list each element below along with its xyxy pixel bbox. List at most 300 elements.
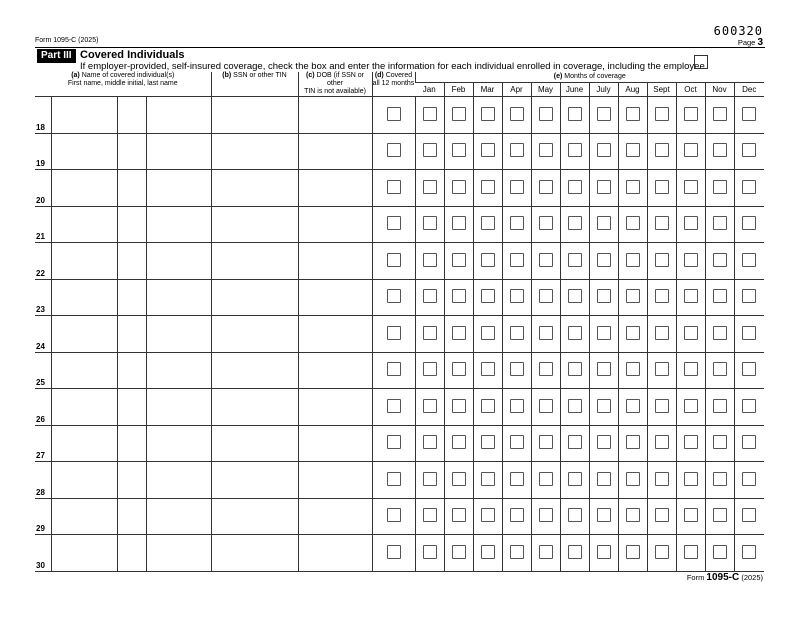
month-checkbox-dec[interactable]	[742, 107, 756, 121]
month-checkbox-nov[interactable]	[713, 399, 727, 413]
month-cell-mar	[473, 170, 502, 207]
last-name-field[interactable]	[146, 316, 211, 353]
month-checkbox-feb[interactable]	[452, 326, 466, 340]
dob-field[interactable]	[298, 170, 372, 207]
dob-field[interactable]	[298, 279, 372, 316]
dob-field[interactable]	[298, 535, 372, 572]
month-checkbox-sept[interactable]	[655, 289, 669, 303]
middle-initial-field[interactable]	[117, 170, 146, 207]
month-checkbox-mar[interactable]	[481, 326, 495, 340]
month-checkbox-feb[interactable]	[452, 216, 466, 230]
month-checkbox-jan[interactable]	[423, 508, 437, 522]
all-12-months-checkbox[interactable]	[387, 180, 401, 194]
month-checkbox-nov[interactable]	[713, 107, 727, 121]
month-checkbox-feb[interactable]	[452, 545, 466, 559]
month-cell-july	[589, 389, 618, 426]
month-header-jan: Jan	[415, 82, 444, 96]
month-checkbox-feb[interactable]	[452, 143, 466, 157]
column-e-title: Months of coverage	[562, 73, 626, 81]
middle-initial-field[interactable]	[117, 462, 146, 499]
dob-field[interactable]	[298, 133, 372, 170]
month-cell-feb	[444, 133, 473, 170]
month-checkbox-aug[interactable]	[626, 289, 640, 303]
month-cell-oct	[676, 243, 705, 280]
month-checkbox-sept[interactable]	[655, 216, 669, 230]
table-row	[35, 133, 764, 170]
month-cell-aug	[618, 133, 647, 170]
month-checkbox-dec[interactable]	[742, 180, 756, 194]
month-checkbox-apr[interactable]	[510, 107, 524, 121]
month-checkbox-nov[interactable]	[713, 143, 727, 157]
month-checkbox-nov[interactable]	[713, 180, 727, 194]
middle-initial-field[interactable]	[117, 279, 146, 316]
month-checkbox-nov[interactable]	[713, 435, 727, 449]
month-checkbox-may[interactable]	[539, 472, 553, 486]
last-name-field[interactable]	[146, 425, 211, 462]
month-checkbox-oct[interactable]	[684, 362, 698, 376]
form-identifier: Form 1095-C (2025)	[35, 37, 99, 44]
month-checkbox-sept[interactable]	[655, 362, 669, 376]
month-checkbox-dec[interactable]	[742, 143, 756, 157]
ssn-tin-field[interactable]	[211, 316, 298, 353]
month-cell-feb	[444, 352, 473, 389]
month-checkbox-nov[interactable]	[713, 472, 727, 486]
month-cell-oct	[676, 133, 705, 170]
month-checkbox-jan[interactable]	[423, 143, 437, 157]
month-checkbox-aug[interactable]	[626, 107, 640, 121]
footer-form-number: 1095-C	[706, 572, 740, 583]
first-name-field[interactable]	[51, 498, 117, 535]
self-insured-checkbox[interactable]	[694, 55, 708, 69]
month-checkbox-may[interactable]	[539, 143, 553, 157]
dob-field[interactable]	[298, 498, 372, 535]
month-checkbox-nov[interactable]	[713, 289, 727, 303]
month-cell-mar	[473, 206, 502, 243]
month-cell-oct	[676, 206, 705, 243]
month-checkbox-oct[interactable]	[684, 180, 698, 194]
dob-field[interactable]	[298, 97, 372, 134]
month-checkbox-jan[interactable]	[423, 180, 437, 194]
month-checkbox-may[interactable]	[539, 180, 553, 194]
row-number: 22	[35, 243, 51, 280]
month-checkbox-june[interactable]	[568, 253, 582, 267]
month-cell-feb	[444, 535, 473, 572]
month-checkbox-june[interactable]	[568, 107, 582, 121]
month-checkbox-oct[interactable]	[684, 508, 698, 522]
month-checkbox-may[interactable]	[539, 508, 553, 522]
month-checkbox-may[interactable]	[539, 326, 553, 340]
month-checkbox-july[interactable]	[597, 508, 611, 522]
all-12-months-checkbox[interactable]	[387, 399, 401, 413]
last-name-field[interactable]	[146, 535, 211, 572]
column-a-header	[35, 72, 211, 97]
all-12-months-checkbox[interactable]	[387, 362, 401, 376]
first-name-field[interactable]	[51, 352, 117, 389]
first-name-field[interactable]	[51, 97, 117, 134]
column-c-header	[298, 72, 372, 97]
month-checkbox-june[interactable]	[568, 216, 582, 230]
month-checkbox-sept[interactable]	[655, 326, 669, 340]
month-checkbox-july[interactable]	[597, 253, 611, 267]
month-header-aug: Aug	[618, 82, 647, 96]
ssn-tin-field[interactable]	[211, 279, 298, 316]
month-checkbox-nov[interactable]	[713, 253, 727, 267]
ssn-tin-field[interactable]	[211, 97, 298, 134]
month-checkbox-july[interactable]	[597, 435, 611, 449]
month-cell-apr	[502, 316, 531, 353]
month-checkbox-sept[interactable]	[655, 253, 669, 267]
month-checkbox-oct[interactable]	[684, 289, 698, 303]
month-cell-jan	[415, 498, 444, 535]
dob-field[interactable]	[298, 389, 372, 426]
month-checkbox-apr[interactable]	[510, 472, 524, 486]
month-checkbox-sept[interactable]	[655, 143, 669, 157]
month-checkbox-sept[interactable]	[655, 435, 669, 449]
middle-initial-field[interactable]	[117, 389, 146, 426]
first-name-field[interactable]	[51, 535, 117, 572]
month-checkbox-aug[interactable]	[626, 435, 640, 449]
month-checkbox-jan[interactable]	[423, 545, 437, 559]
dob-field[interactable]	[298, 352, 372, 389]
month-checkbox-oct[interactable]	[684, 253, 698, 267]
month-checkbox-july[interactable]	[597, 399, 611, 413]
month-checkbox-aug[interactable]	[626, 545, 640, 559]
last-name-field[interactable]	[146, 352, 211, 389]
month-checkbox-mar[interactable]	[481, 545, 495, 559]
all-12-months-checkbox[interactable]	[387, 472, 401, 486]
ssn-tin-field[interactable]	[211, 462, 298, 499]
month-checkbox-june[interactable]	[568, 508, 582, 522]
month-checkbox-dec[interactable]	[742, 216, 756, 230]
month-checkbox-feb[interactable]	[452, 435, 466, 449]
month-cell-mar	[473, 243, 502, 280]
month-checkbox-aug[interactable]	[626, 180, 640, 194]
month-checkbox-may[interactable]	[539, 216, 553, 230]
first-name-field[interactable]	[51, 425, 117, 462]
month-checkbox-feb[interactable]	[452, 472, 466, 486]
first-name-field[interactable]	[51, 133, 117, 170]
first-name-field[interactable]	[51, 243, 117, 280]
month-cell-sept	[647, 170, 676, 207]
month-checkbox-dec[interactable]	[742, 326, 756, 340]
middle-initial-field[interactable]	[117, 425, 146, 462]
dob-field[interactable]	[298, 316, 372, 353]
month-checkbox-jan[interactable]	[423, 362, 437, 376]
month-checkbox-nov[interactable]	[713, 508, 727, 522]
row-number: 27	[35, 425, 51, 462]
month-checkbox-sept[interactable]	[655, 399, 669, 413]
last-name-field[interactable]	[146, 97, 211, 134]
month-checkbox-mar[interactable]	[481, 508, 495, 522]
month-checkbox-apr[interactable]	[510, 326, 524, 340]
month-checkbox-jan[interactable]	[423, 472, 437, 486]
middle-initial-field[interactable]	[117, 352, 146, 389]
month-checkbox-mar[interactable]	[481, 253, 495, 267]
month-cell-dec	[734, 97, 764, 134]
month-checkbox-apr[interactable]	[510, 508, 524, 522]
last-name-field[interactable]	[146, 170, 211, 207]
all-12-months-checkbox[interactable]	[387, 545, 401, 559]
month-checkbox-dec[interactable]	[742, 545, 756, 559]
month-checkbox-july[interactable]	[597, 216, 611, 230]
month-checkbox-dec[interactable]	[742, 289, 756, 303]
month-checkbox-oct[interactable]	[684, 435, 698, 449]
all-12-months-checkbox[interactable]	[387, 216, 401, 230]
first-name-field[interactable]	[51, 206, 117, 243]
month-checkbox-july[interactable]	[597, 289, 611, 303]
row-number: 25	[35, 352, 51, 389]
month-checkbox-oct[interactable]	[684, 216, 698, 230]
month-checkbox-aug[interactable]	[626, 508, 640, 522]
month-cell-may	[531, 462, 560, 499]
month-cell-jan	[415, 279, 444, 316]
month-cell-jan	[415, 170, 444, 207]
month-checkbox-feb[interactable]	[452, 180, 466, 194]
column-d-title: Covered	[383, 72, 413, 79]
month-checkbox-dec[interactable]	[742, 472, 756, 486]
month-checkbox-june[interactable]	[568, 472, 582, 486]
month-checkbox-jan[interactable]	[423, 326, 437, 340]
month-checkbox-may[interactable]	[539, 107, 553, 121]
month-checkbox-oct[interactable]	[684, 472, 698, 486]
month-checkbox-june[interactable]	[568, 180, 582, 194]
month-checkbox-may[interactable]	[539, 289, 553, 303]
ssn-tin-field[interactable]	[211, 133, 298, 170]
month-checkbox-mar[interactable]	[481, 399, 495, 413]
month-checkbox-july[interactable]	[597, 545, 611, 559]
month-cell-jan	[415, 133, 444, 170]
month-checkbox-nov[interactable]	[713, 362, 727, 376]
month-checkbox-july[interactable]	[597, 107, 611, 121]
month-checkbox-june[interactable]	[568, 362, 582, 376]
all-12-months-cell	[372, 498, 415, 535]
month-checkbox-aug[interactable]	[626, 143, 640, 157]
ssn-tin-field[interactable]	[211, 206, 298, 243]
ssn-tin-field[interactable]	[211, 425, 298, 462]
month-checkbox-may[interactable]	[539, 253, 553, 267]
first-name-field[interactable]	[51, 389, 117, 426]
month-checkbox-mar[interactable]	[481, 362, 495, 376]
row-number: 23	[35, 279, 51, 316]
month-checkbox-feb[interactable]	[452, 289, 466, 303]
month-cell-aug	[618, 462, 647, 499]
month-checkbox-june[interactable]	[568, 289, 582, 303]
month-checkbox-dec[interactable]	[742, 508, 756, 522]
month-checkbox-mar[interactable]	[481, 143, 495, 157]
month-cell-aug	[618, 498, 647, 535]
month-checkbox-may[interactable]	[539, 399, 553, 413]
month-checkbox-sept[interactable]	[655, 107, 669, 121]
ssn-tin-field[interactable]	[211, 535, 298, 572]
middle-initial-field[interactable]	[117, 535, 146, 572]
all-12-months-checkbox[interactable]	[387, 326, 401, 340]
month-checkbox-feb[interactable]	[452, 362, 466, 376]
month-checkbox-sept[interactable]	[655, 472, 669, 486]
month-cell-may	[531, 535, 560, 572]
first-name-field[interactable]	[51, 316, 117, 353]
month-cell-may	[531, 206, 560, 243]
ssn-tin-field[interactable]	[211, 243, 298, 280]
month-checkbox-mar[interactable]	[481, 107, 495, 121]
month-cell-apr	[502, 389, 531, 426]
month-checkbox-dec[interactable]	[742, 253, 756, 267]
last-name-field[interactable]	[146, 243, 211, 280]
middle-initial-field[interactable]	[117, 97, 146, 134]
month-checkbox-oct[interactable]	[684, 326, 698, 340]
month-checkbox-apr[interactable]	[510, 289, 524, 303]
last-name-field[interactable]	[146, 133, 211, 170]
month-checkbox-jan[interactable]	[423, 399, 437, 413]
month-checkbox-july[interactable]	[597, 143, 611, 157]
last-name-field[interactable]	[146, 462, 211, 499]
month-checkbox-mar[interactable]	[481, 216, 495, 230]
last-name-field[interactable]	[146, 389, 211, 426]
month-cell-nov	[705, 389, 734, 426]
month-checkbox-jan[interactable]	[423, 107, 437, 121]
all-12-months-cell	[372, 206, 415, 243]
row-number: 30	[35, 535, 51, 572]
all-12-months-cell	[372, 97, 415, 134]
middle-initial-field[interactable]	[117, 498, 146, 535]
last-name-field[interactable]	[146, 206, 211, 243]
first-name-field[interactable]	[51, 462, 117, 499]
ssn-tin-field[interactable]	[211, 498, 298, 535]
month-checkbox-mar[interactable]	[481, 289, 495, 303]
month-checkbox-oct[interactable]	[684, 143, 698, 157]
month-checkbox-dec[interactable]	[742, 399, 756, 413]
month-checkbox-apr[interactable]	[510, 545, 524, 559]
month-checkbox-mar[interactable]	[481, 472, 495, 486]
month-checkbox-july[interactable]	[597, 326, 611, 340]
month-checkbox-june[interactable]	[568, 435, 582, 449]
month-checkbox-aug[interactable]	[626, 216, 640, 230]
month-cell-june	[560, 535, 589, 572]
month-checkbox-nov[interactable]	[713, 216, 727, 230]
month-checkbox-sept[interactable]	[655, 545, 669, 559]
month-checkbox-apr[interactable]	[510, 180, 524, 194]
month-cell-feb	[444, 498, 473, 535]
month-checkbox-jan[interactable]	[423, 253, 437, 267]
month-checkbox-june[interactable]	[568, 326, 582, 340]
month-cell-aug	[618, 170, 647, 207]
month-checkbox-july[interactable]	[597, 180, 611, 194]
last-name-field[interactable]	[146, 279, 211, 316]
dob-field[interactable]	[298, 425, 372, 462]
month-checkbox-feb[interactable]	[452, 107, 466, 121]
all-12-months-checkbox[interactable]	[387, 143, 401, 157]
month-checkbox-sept[interactable]	[655, 508, 669, 522]
month-checkbox-aug[interactable]	[626, 472, 640, 486]
month-cell-july	[589, 133, 618, 170]
month-cell-june	[560, 316, 589, 353]
all-12-months-cell	[372, 425, 415, 462]
month-checkbox-jan[interactable]	[423, 435, 437, 449]
month-checkbox-aug[interactable]	[626, 399, 640, 413]
middle-initial-field[interactable]	[117, 316, 146, 353]
month-checkbox-may[interactable]	[539, 545, 553, 559]
all-12-months-cell	[372, 352, 415, 389]
all-12-months-checkbox[interactable]	[387, 253, 401, 267]
month-header-may: May	[531, 82, 560, 96]
ssn-tin-field[interactable]	[211, 170, 298, 207]
month-checkbox-jan[interactable]	[423, 216, 437, 230]
middle-initial-field[interactable]	[117, 243, 146, 280]
all-12-months-cell	[372, 316, 415, 353]
dob-field[interactable]	[298, 462, 372, 499]
month-checkbox-oct[interactable]	[684, 545, 698, 559]
month-checkbox-june[interactable]	[568, 399, 582, 413]
month-checkbox-july[interactable]	[597, 472, 611, 486]
month-cell-jan	[415, 352, 444, 389]
month-header-june: June	[560, 82, 589, 96]
month-checkbox-feb[interactable]	[452, 399, 466, 413]
month-checkbox-nov[interactable]	[713, 326, 727, 340]
middle-initial-field[interactable]	[117, 133, 146, 170]
month-checkbox-mar[interactable]	[481, 180, 495, 194]
ssn-tin-field[interactable]	[211, 389, 298, 426]
month-checkbox-apr[interactable]	[510, 435, 524, 449]
all-12-months-checkbox[interactable]	[387, 435, 401, 449]
month-checkbox-dec[interactable]	[742, 435, 756, 449]
first-name-field[interactable]	[51, 170, 117, 207]
month-checkbox-jan[interactable]	[423, 289, 437, 303]
month-checkbox-oct[interactable]	[684, 399, 698, 413]
month-checkbox-apr[interactable]	[510, 362, 524, 376]
month-checkbox-oct[interactable]	[684, 107, 698, 121]
month-checkbox-aug[interactable]	[626, 326, 640, 340]
ssn-tin-field[interactable]	[211, 352, 298, 389]
month-checkbox-apr[interactable]	[510, 216, 524, 230]
month-checkbox-june[interactable]	[568, 545, 582, 559]
all-12-months-checkbox[interactable]	[387, 289, 401, 303]
month-checkbox-aug[interactable]	[626, 253, 640, 267]
month-checkbox-apr[interactable]	[510, 399, 524, 413]
month-checkbox-apr[interactable]	[510, 143, 524, 157]
middle-initial-field[interactable]	[117, 206, 146, 243]
month-checkbox-nov[interactable]	[713, 545, 727, 559]
month-cell-mar	[473, 279, 502, 316]
dob-field[interactable]	[298, 243, 372, 280]
form-footer	[687, 572, 763, 583]
month-cell-apr	[502, 425, 531, 462]
month-checkbox-july[interactable]	[597, 362, 611, 376]
dob-field[interactable]	[298, 206, 372, 243]
month-checkbox-sept[interactable]	[655, 180, 669, 194]
month-checkbox-may[interactable]	[539, 362, 553, 376]
month-checkbox-mar[interactable]	[481, 435, 495, 449]
month-cell-july	[589, 425, 618, 462]
month-cell-feb	[444, 389, 473, 426]
row-number: 28	[35, 462, 51, 499]
month-checkbox-june[interactable]	[568, 143, 582, 157]
month-cell-june	[560, 462, 589, 499]
month-cell-dec	[734, 316, 764, 353]
month-checkbox-may[interactable]	[539, 435, 553, 449]
month-checkbox-apr[interactable]	[510, 253, 524, 267]
month-cell-nov	[705, 206, 734, 243]
first-name-field[interactable]	[51, 279, 117, 316]
all-12-months-checkbox[interactable]	[387, 508, 401, 522]
month-checkbox-aug[interactable]	[626, 362, 640, 376]
month-checkbox-feb[interactable]	[452, 508, 466, 522]
month-cell-sept	[647, 498, 676, 535]
all-12-months-checkbox[interactable]	[387, 107, 401, 121]
month-cell-oct	[676, 389, 705, 426]
month-checkbox-dec[interactable]	[742, 362, 756, 376]
month-checkbox-feb[interactable]	[452, 253, 466, 267]
last-name-field[interactable]	[146, 498, 211, 535]
column-c-subtitle: TIN is not available)	[304, 88, 366, 95]
